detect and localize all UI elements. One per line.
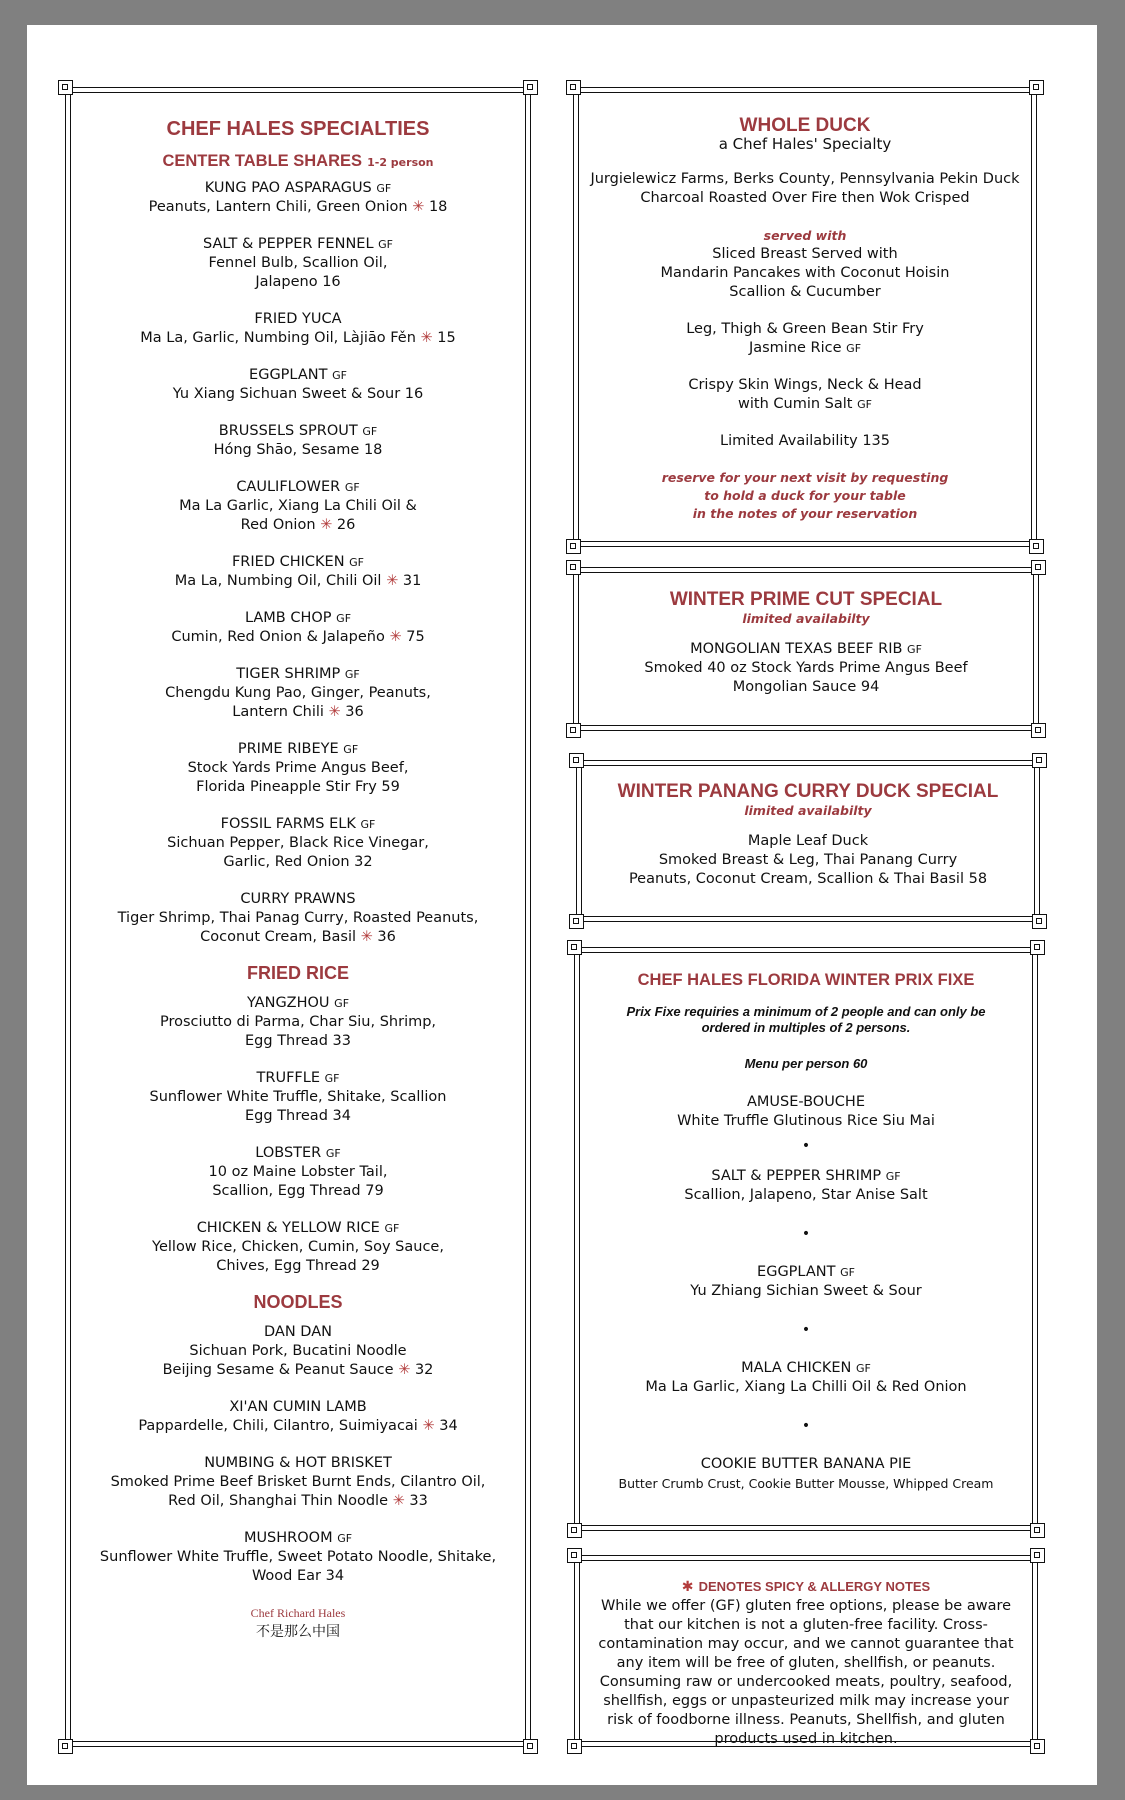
prix-course xyxy=(575,1093,1037,1131)
gf-badge: GF xyxy=(344,668,360,681)
menu-item-line: Cumin, Red Onion & Jalapeño xyxy=(171,629,385,645)
menu-item-description xyxy=(66,909,530,928)
spicy-icon: ✳ xyxy=(398,1362,411,1378)
menu-item xyxy=(66,890,530,947)
course-description: Scallion, Jalapeno, Star Anise Salt xyxy=(684,1187,928,1203)
course-title xyxy=(575,1167,1037,1186)
menu-item-line: Ma La, Garlic, Numbing Oil, Làjiāo Fěn xyxy=(140,330,416,346)
menu-item-name: EGGPLANT xyxy=(249,367,328,383)
menu-item-name: FRIED CHICKEN xyxy=(231,554,345,570)
menu-item-name: LAMB CHOP xyxy=(244,610,332,626)
prix-course xyxy=(575,1263,1037,1301)
prix-note: Prix Fixe requiries a minimum of 2 people and can only be xyxy=(626,1004,986,1019)
spicy-icon: ✳ xyxy=(320,517,333,533)
menu-item-line: Peanuts, Lantern Chili, Green Onion xyxy=(148,199,408,215)
reserve-line: in the notes of your reservation xyxy=(692,506,918,521)
menu-item-description xyxy=(66,759,530,778)
menu-item-line: Egg Thread 33 xyxy=(245,1033,351,1049)
menu-item-line: Hóng Shāo, Sesame 18 xyxy=(213,442,383,458)
dish-name: Maple Leaf Duck xyxy=(747,833,869,849)
menu-item-description xyxy=(66,928,530,947)
specialties-content xyxy=(66,88,530,1746)
menu-item-name: XI'AN CUMIN LAMB xyxy=(229,1399,367,1415)
chef-signature: Chef Richard Hales xyxy=(250,1606,346,1620)
menu-item-title xyxy=(66,815,530,834)
menu-item-price: 33 xyxy=(409,1493,428,1509)
menu-item-description xyxy=(66,1238,530,1257)
spicy-icon: ✳ xyxy=(412,199,425,215)
gf-badge: GF xyxy=(376,182,392,195)
menu-item-line: Wood Ear 34 xyxy=(251,1568,345,1584)
course-name: MALA CHICKEN xyxy=(741,1360,852,1376)
menu-item-description xyxy=(66,1548,530,1567)
chinese-tagline: 不是那么中国 xyxy=(256,1625,340,1640)
spicy-icon: ✳ xyxy=(360,929,373,945)
menu-item-name: CURRY PRAWNS xyxy=(240,891,356,907)
panel-title: WINTER PANANG CURRY DUCK SPECIAL xyxy=(617,781,999,802)
menu-item-description xyxy=(66,1163,530,1182)
spicy-icon: ✳ xyxy=(328,704,341,720)
menu-item-name: CHICKEN & YELLOW RICE xyxy=(196,1220,380,1236)
menu-item-description xyxy=(66,628,530,647)
menu-item-title xyxy=(66,366,530,385)
dish-description: Smoked Breast & Leg, Thai Panang Curry xyxy=(658,852,958,868)
menu-item-description xyxy=(66,1417,530,1436)
menu-item xyxy=(66,366,530,404)
spicy-icon: ✳ xyxy=(420,330,433,346)
menu-item-description xyxy=(66,273,530,292)
course-title xyxy=(575,1263,1037,1282)
menu-item-name: MUSHROOM xyxy=(243,1530,333,1546)
menu-item-title xyxy=(66,1144,530,1163)
menu-item-title xyxy=(66,1529,530,1548)
duck-course-text: Jasmine Rice xyxy=(748,340,842,356)
menu-item xyxy=(66,553,530,591)
menu-item-title xyxy=(66,994,530,1013)
menu-item-line: Jalapeno 16 xyxy=(255,274,341,290)
menu-item-description xyxy=(66,1257,530,1276)
prime-cut-panel xyxy=(573,567,1039,731)
menu-item-line: Garlic, Red Onion 32 xyxy=(223,854,373,870)
panang-content xyxy=(577,761,1039,921)
menu-item xyxy=(66,1323,530,1380)
menu-item-line: Sunflower White Truffle, Shitake, Scallion xyxy=(149,1089,447,1105)
menu-item-line: 10 oz Maine Lobster Tail, xyxy=(208,1164,388,1180)
whole-duck-panel xyxy=(573,87,1037,547)
availability-tag: limited availabilty xyxy=(742,611,870,626)
prix-course xyxy=(575,1455,1037,1493)
reserve-line: to hold a duck for your table xyxy=(704,488,906,503)
menu-item-description xyxy=(66,198,530,217)
menu-item-description xyxy=(66,853,530,872)
prix-course-list xyxy=(575,1093,1037,1493)
menu-item xyxy=(66,1219,530,1276)
fried-rice-list xyxy=(66,994,530,1276)
spicy-icon: ✳ xyxy=(422,1418,435,1434)
gf-badge: GF xyxy=(907,643,922,656)
duck-preparation: Charcoal Roasted Over Fire then Wok Crisped xyxy=(640,190,970,206)
gf-badge: GF xyxy=(360,818,376,831)
menu-item-line: Egg Thread 34 xyxy=(245,1108,351,1124)
menu-item-description xyxy=(66,1492,530,1511)
menu-item-line: Pappardelle, Chili, Cilantro, Suimiyacai xyxy=(138,1418,418,1434)
menu-item-name: TRUFFLE xyxy=(256,1070,320,1086)
menu-item-title xyxy=(66,740,530,759)
menu-item-line: Red Oil, Shanghai Thin Noodle xyxy=(168,1493,389,1509)
course-name: SALT & PEPPER SHRIMP xyxy=(711,1168,882,1184)
menu-item-price: 32 xyxy=(414,1362,434,1378)
bullet-separator: • xyxy=(801,1322,811,1338)
menu-item-description xyxy=(66,254,530,273)
menu-item-title xyxy=(66,1069,530,1088)
menu-item-line: Chengdu Kung Pao, Ginger, Peanuts, xyxy=(165,685,431,701)
dish-name-text: MONGOLIAN TEXAS BEEF RIB xyxy=(690,641,903,657)
menu-item-description xyxy=(66,329,530,348)
gf-badge: GF xyxy=(384,1222,400,1235)
course-name: AMUSE-BOUCHE xyxy=(746,1094,866,1110)
noodles-list xyxy=(66,1323,530,1586)
menu-item-line: Chives, Egg Thread 29 xyxy=(216,1258,380,1274)
menu-item-description xyxy=(66,497,530,516)
spicy-icon: ✳ xyxy=(392,1493,405,1509)
spicy-icon: ✳ xyxy=(386,573,399,589)
menu-item-line: Yellow Rice, Chicken, Cumin, Soy Sauce, xyxy=(152,1239,444,1255)
gf-badge: GF xyxy=(343,743,359,756)
menu-item-line: Ma La, Numbing Oil, Chili Oil xyxy=(174,573,382,589)
menu-item-name: YANGZHOU xyxy=(246,995,330,1011)
menu-item-price: 31 xyxy=(402,573,422,589)
menu-item-line: Sichuan Pork, Bucatini Noodle xyxy=(189,1343,407,1359)
menu-item xyxy=(66,1454,530,1511)
menu-item-title xyxy=(66,1219,530,1238)
prix-course xyxy=(575,1359,1037,1397)
menu-sheet xyxy=(27,25,1097,1785)
menu-item xyxy=(66,1144,530,1201)
menu-item-description xyxy=(66,1088,530,1107)
menu-item-name: PRIME RIBEYE xyxy=(237,741,339,757)
menu-item xyxy=(66,422,530,460)
dish-name xyxy=(574,640,1038,659)
allergy-disclaimer: While we offer (GF) gluten free options, please be aware that our kitchen is not a gluten-free facility. Cross-contamination may occur, and we cannot guarantee that any item will be free of gluten, shellfish, or peanuts. Consuming raw or undercooked meats, poultry, seafood, shellfish, eggs or unpasteurized milk may increase your risk of foodborne illness. Peanuts, Shellfish, and gluten products used in kitchen. xyxy=(598,1598,1014,1747)
gf-badge: GF xyxy=(885,1170,901,1183)
gf-badge: GF xyxy=(334,997,350,1010)
prime-cut-content xyxy=(574,568,1038,730)
panel-subtitle: a Chef Hales' Specialty xyxy=(718,135,892,153)
specialties-panel xyxy=(65,87,531,1747)
course-description: Yu Zhiang Sichian Sweet & Sour xyxy=(690,1283,922,1299)
menu-item-line: Beijing Sesame & Peanut Sauce xyxy=(162,1362,394,1378)
spicy-icon: ✳ xyxy=(389,629,402,645)
menu-price-label: Menu per person 60 xyxy=(744,1056,868,1071)
menu-item-title xyxy=(66,553,530,572)
menu-item-title xyxy=(66,609,530,628)
gf-badge: GF xyxy=(846,342,862,355)
menu-item xyxy=(66,994,530,1051)
gf-badge: GF xyxy=(332,369,347,382)
menu-item xyxy=(66,478,530,535)
panang-panel xyxy=(576,760,1040,922)
menu-item-line: Stock Yards Prime Angus Beef, xyxy=(187,760,409,776)
reserve-line: reserve for your next visit by requesting xyxy=(661,470,949,485)
duck-course: Scallion & Cucumber xyxy=(729,284,881,300)
page-title: CHEF HALES SPECIALTIES xyxy=(166,118,430,140)
menu-item-line: Red Onion xyxy=(240,517,316,533)
course-name: EGGPLANT xyxy=(757,1264,836,1280)
menu-item-title xyxy=(66,422,530,441)
duck-course-text: with Cumin Salt xyxy=(738,396,853,412)
menu-item-name: DAN DAN xyxy=(264,1324,332,1340)
notes-heading xyxy=(589,1576,1023,1595)
menu-item-line: Sichuan Pepper, Black Rice Vinegar, xyxy=(167,835,429,851)
menu-item-price: 36 xyxy=(377,929,396,945)
course-description: Ma La Garlic, Xiang La Chilli Oil & Red Onion xyxy=(645,1379,967,1395)
asterisk-icon: ✱ xyxy=(681,1579,694,1595)
menu-item-line: Lantern Chili xyxy=(232,704,324,720)
menu-item-description xyxy=(66,1032,530,1051)
bullet-separator: • xyxy=(801,1138,811,1154)
menu-item-name: FOSSIL FARMS ELK xyxy=(220,816,356,832)
course-name: COOKIE BUTTER BANANA PIE xyxy=(700,1456,912,1472)
duck-course xyxy=(574,395,1036,414)
menu-item xyxy=(66,815,530,872)
menu-item-description xyxy=(66,1361,530,1380)
bullet-separator: • xyxy=(801,1418,811,1434)
menu-item-title xyxy=(66,1323,530,1342)
menu-item xyxy=(66,1398,530,1436)
served-with-label: served with xyxy=(763,228,847,243)
panel-title: CHEF HALES FLORIDA WINTER PRIX FIXE xyxy=(637,971,975,989)
gf-badge: GF xyxy=(336,612,352,625)
course-title xyxy=(575,1455,1037,1474)
menu-item xyxy=(66,1069,530,1126)
dish-price-line: Mongolian Sauce 94 xyxy=(732,679,880,695)
menu-item-title xyxy=(66,179,530,198)
menu-item xyxy=(66,179,530,217)
section-heading: FRIED RICE xyxy=(246,963,349,983)
panel-title: WHOLE DUCK xyxy=(739,115,871,136)
menu-item-title xyxy=(66,1454,530,1473)
menu-item-title xyxy=(66,310,530,329)
menu-item-line: Prosciutto di Parma, Char Siu, Shrimp, xyxy=(159,1014,437,1030)
menu-item-line: Yu Xiang Sichuan Sweet & Sour 16 xyxy=(172,386,424,402)
menu-item-price: 75 xyxy=(406,629,425,645)
bullet-separator: • xyxy=(801,1226,811,1242)
menu-item-description xyxy=(66,385,530,404)
dish-description: Smoked 40 oz Stock Yards Prime Angus Beef xyxy=(644,660,968,676)
menu-item xyxy=(66,665,530,722)
menu-item-line: Ma La Garlic, Xiang La Chili Oil & xyxy=(179,498,417,514)
menu-item-price: 34 xyxy=(439,1418,458,1434)
gf-badge: GF xyxy=(857,398,872,411)
course-title xyxy=(575,1359,1037,1378)
menu-item-name: BRUSSELS SPROUT xyxy=(218,423,358,439)
menu-item-title xyxy=(66,665,530,684)
gf-badge: GF xyxy=(337,1532,353,1545)
menu-item-description xyxy=(66,834,530,853)
menu-item-description xyxy=(66,441,530,460)
gf-badge: GF xyxy=(840,1266,855,1279)
dish-price-line: Peanuts, Coconut Cream, Scallion & Thai Basil 58 xyxy=(628,871,988,887)
menu-item-description xyxy=(66,1107,530,1126)
menu-item-description xyxy=(66,778,530,797)
prix-fixe-content xyxy=(575,948,1037,1530)
menu-item-line: Coconut Cream, Basil xyxy=(200,929,357,945)
menu-item-title xyxy=(66,478,530,497)
center-table-list xyxy=(66,179,530,947)
section-heading: CENTER TABLE SHARES xyxy=(162,152,363,170)
menu-item-price: 36 xyxy=(345,704,364,720)
center-table-heading xyxy=(66,151,530,171)
menu-item xyxy=(66,609,530,647)
gf-badge: GF xyxy=(856,1362,871,1375)
portion-note: 1-2 person xyxy=(367,156,434,169)
menu-item-description xyxy=(66,1182,530,1201)
course-title xyxy=(575,1093,1037,1112)
duck-course: Crispy Skin Wings, Neck & Head xyxy=(688,377,922,393)
menu-item-line: Fennel Bulb, Scallion Oil, xyxy=(208,255,388,271)
course-description: White Truffle Glutinous Rice Siu Mai xyxy=(677,1113,935,1129)
allergy-notes-content xyxy=(575,1556,1037,1746)
whole-duck-content xyxy=(574,88,1036,546)
notes-title: DENOTES SPICY & ALLERGY NOTES xyxy=(698,1579,931,1594)
menu-item xyxy=(66,235,530,292)
menu-item-line: Florida Pineapple Stir Fry 59 xyxy=(196,779,400,795)
menu-item-name: TIGER SHRIMP xyxy=(236,666,341,682)
menu-item-price: 15 xyxy=(437,330,456,346)
prix-fixe-panel xyxy=(574,947,1038,1531)
gf-badge: GF xyxy=(325,1147,341,1160)
menu-item-description xyxy=(66,1342,530,1361)
menu-item-description xyxy=(66,1567,530,1586)
menu-item-name: FRIED YUCA xyxy=(254,311,342,327)
menu-item-description xyxy=(66,703,530,722)
signature-block xyxy=(66,1606,530,1641)
gf-badge: GF xyxy=(349,556,365,569)
gf-badge: GF xyxy=(362,425,378,438)
availability-tag: limited availabilty xyxy=(744,803,872,818)
menu-item-title xyxy=(66,1398,530,1417)
duck-course: Leg, Thigh & Green Bean Stir Fry xyxy=(686,321,924,337)
gf-badge: GF xyxy=(378,238,393,251)
duck-course: Mandarin Pancakes with Coconut Hoisin xyxy=(660,265,950,281)
duck-source: Jurgielewicz Farms, Berks County, Pennsylvania Pekin Duck xyxy=(590,171,1020,187)
menu-item-description xyxy=(66,1013,530,1032)
menu-item xyxy=(66,740,530,797)
gf-badge: GF xyxy=(324,1072,340,1085)
allergy-notes-panel xyxy=(574,1555,1038,1747)
duck-course xyxy=(574,339,1036,358)
menu-item xyxy=(66,310,530,348)
menu-item-title xyxy=(66,890,530,909)
menu-item xyxy=(66,1529,530,1586)
section-heading: NOODLES xyxy=(253,1292,343,1312)
menu-item-name: CAULIFLOWER xyxy=(236,479,341,495)
menu-item-description xyxy=(66,516,530,535)
prix-note: ordered in multiples of 2 persons. xyxy=(701,1020,911,1035)
menu-item-name: SALT & PEPPER FENNEL xyxy=(203,236,374,252)
duck-availability: Limited Availability 135 xyxy=(720,433,890,449)
menu-item-description xyxy=(66,572,530,591)
menu-item-line: Sunflower White Truffle, Sweet Potato Noodle, Shitake, xyxy=(99,1549,497,1565)
menu-item-title xyxy=(66,235,530,254)
menu-item-line: Tiger Shrimp, Thai Panag Curry, Roasted Peanuts, xyxy=(117,910,479,926)
menu-item-name: KUNG PAO ASPARAGUS xyxy=(204,180,372,196)
menu-item-name: LOBSTER xyxy=(255,1145,322,1161)
menu-item-price: 26 xyxy=(336,517,356,533)
course-description: Butter Crumb Crust, Cookie Butter Mousse, Whipped Cream xyxy=(618,1476,994,1491)
reserve-note xyxy=(574,469,1036,523)
prix-course xyxy=(575,1167,1037,1205)
duck-course: Sliced Breast Served with xyxy=(712,246,898,262)
menu-item-line: Smoked Prime Beef Brisket Burnt Ends, Cilantro Oil, xyxy=(110,1474,486,1490)
menu-item-description xyxy=(66,1473,530,1492)
menu-item-description xyxy=(66,684,530,703)
menu-item-line: Scallion, Egg Thread 79 xyxy=(212,1183,384,1199)
panel-title: WINTER PRIME CUT SPECIAL xyxy=(669,589,943,610)
menu-item-price: 18 xyxy=(428,199,448,215)
gf-badge: GF xyxy=(344,481,360,494)
menu-item-name: NUMBING & HOT BRISKET xyxy=(204,1455,392,1471)
